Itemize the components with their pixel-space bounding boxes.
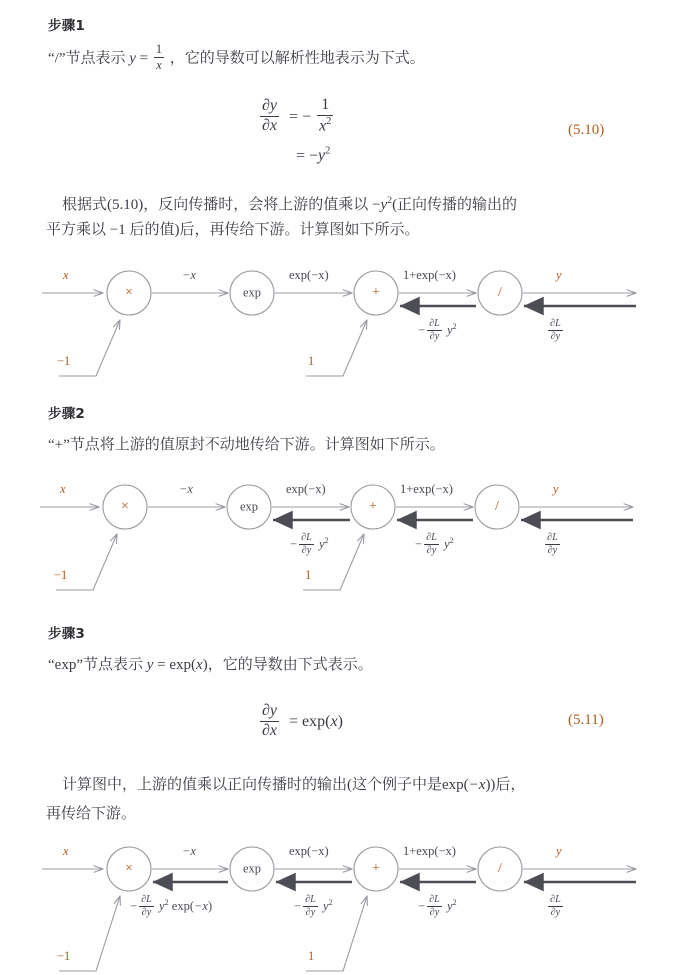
math-dL-dy: $\frac{\partial L}{\partial y}$: [141, 894, 152, 919]
backward-label-plus-to-exp: − $\frac{\partial L}{\partial y}$ $y^2$: [290, 532, 329, 557]
text-fragment: 计算图中，上游的值乘以正向传播时的输出(这个例子中是exp(: [62, 777, 469, 793]
node-mul-label: ×: [125, 285, 133, 300]
node-exp-label: exp: [242, 285, 262, 300]
math-dL-dy-3: $\frac{\partial L}{\partial y}$: [429, 894, 440, 919]
math-eq: = exp(: [153, 657, 197, 673]
backward-label-exp-to-mul: − $\frac{\partial L}{\partial y}$ $y^2$ exp(−x): [130, 894, 213, 919]
node-exp-label: exp: [242, 861, 262, 876]
text-fragment: ))后，: [485, 777, 526, 793]
text-fragment: 平方乘以 −1 后的值)后，再传给下游。计算图如下所示。: [46, 222, 420, 238]
graph-3-canvas: [0, 828, 674, 975]
edge-label-x: x: [63, 844, 69, 858]
backward-label-plus-to-exp: − $\frac{\partial L}{\partial y}$ $y^2$: [294, 894, 333, 919]
equation-line-1: [258, 96, 335, 136]
backward-label-input-to-div: [546, 318, 565, 343]
text-fragment: “exp”节点表示: [48, 657, 147, 673]
edge-label-x: x: [63, 268, 69, 282]
edge-label-exp-neg-x: exp(−x): [289, 268, 329, 282]
node-plus-label: +: [372, 285, 380, 300]
edge-label-y: y: [556, 268, 562, 282]
backward-label-div-to-plus: − $\frac{\partial L}{\partial y}$ $y^2$: [418, 894, 457, 919]
branch-label-one: 1: [308, 949, 315, 963]
math-y: y: [129, 50, 136, 67]
node-div-label: /: [495, 499, 499, 514]
math-y: y: [146, 657, 154, 673]
text-fragment: ，它的导数可以解析性地表示为下式。: [166, 50, 425, 67]
math-frac-one-over-x: $\frac{1}{x}$: [155, 42, 163, 72]
edge-label-one-plus-exp: 1+exp(−x): [400, 482, 453, 496]
edge-label-one-plus-exp: 1+exp(−x): [403, 844, 456, 858]
graph-1-canvas: [0, 258, 674, 380]
backward-label-div-to-plus: − $\frac{\partial L}{\partial y}$ $y^2$: [418, 318, 457, 343]
text-fragment: “+”节点将上游的值原封不动地传给下游。计算图如下所示。: [48, 437, 445, 453]
edge-label-y: y: [553, 482, 559, 496]
edge-label-exp-neg-x: exp(−x): [286, 482, 326, 496]
node-mul-label: ×: [125, 861, 133, 876]
edge-label-exp-neg-x: exp(−x): [289, 844, 329, 858]
equation-number-5-10: (5.10): [568, 122, 605, 138]
edge-label-one-plus-exp: 1+exp(−x): [403, 268, 456, 282]
computational-graph-1: [0, 258, 674, 380]
paragraph-step3-intro: “exp”节点表示 y = exp(x)，它的导数由下式表示。: [48, 657, 373, 673]
math-equals-2: = −: [296, 147, 319, 165]
node-div-label: /: [498, 861, 502, 876]
node-div-label: /: [498, 285, 502, 300]
math-minus-y-squared: $y^2$: [318, 146, 331, 165]
paragraph-step3-body-line2: [46, 799, 136, 829]
branch-label-one: 1: [308, 354, 315, 368]
math-partial-y-partial-x-2: $\frac{\partial y}{\partial x}$: [262, 702, 278, 739]
equation-number-5-11: (5.11): [568, 712, 604, 728]
branch-label-neg-one: −1: [57, 949, 71, 963]
text-fragment: ，它的导数由下式表示。: [207, 657, 373, 673]
math-dL-dy-2: $\frac{\partial L}{\partial y}$: [305, 894, 316, 919]
backward-label-input-to-div: [546, 894, 565, 919]
computational-graph-2: [0, 472, 674, 594]
text-fragment: 再传给下游。: [46, 806, 137, 822]
equation-line-2: [296, 146, 330, 165]
paragraph-step2-intro: [48, 430, 445, 460]
text-fragment: “/”节点表示: [48, 50, 130, 67]
node-mul-label: ×: [121, 499, 129, 514]
math-dL-dy-4: $\frac{\partial L}{\partial y}$: [550, 894, 561, 919]
node-plus-label: +: [369, 499, 377, 514]
paragraph-step3-body-line1: 计算图中，上游的值乘以正向传播时的输出(这个例子中是exp(−x))后，: [62, 777, 526, 793]
edge-label-x: x: [60, 482, 66, 496]
edge-label-neg-x: −x: [182, 268, 196, 282]
math-partial-y-partial-x: $\frac{\partial y}{\partial x}$: [262, 97, 278, 135]
section-heading-step3: 步骤3: [48, 626, 85, 642]
node-exp-label: exp: [239, 499, 259, 514]
graph-2-canvas: [0, 472, 674, 594]
node-plus-label: +: [372, 861, 380, 876]
computational-graph-3: [0, 828, 674, 975]
branch-label-neg-one: −1: [57, 354, 71, 368]
backward-label-div-to-plus: − $\frac{\partial L}{\partial y}$ $y^2$: [415, 532, 454, 557]
text-fragment: 根据式(5.10)，反向传播时，会将上游的值乘以 −: [62, 197, 381, 213]
edge-label-neg-x: −x: [179, 482, 193, 496]
math-dL-dy-2: $\frac{\partial L}{\partial y}$: [550, 318, 561, 343]
math-y-sq-inline: $y^2$: [380, 195, 393, 213]
branch-label-neg-one: −1: [54, 568, 68, 582]
math-dL-dy-3: $\frac{\partial L}{\partial y}$: [547, 532, 558, 557]
math-dL-dy-2: $\frac{\partial L}{\partial y}$: [426, 532, 437, 557]
branch-edges: [59, 320, 367, 376]
paragraph-step1-intro: [48, 42, 425, 73]
branch-label-one: 1: [305, 568, 312, 582]
section-heading-step1: 步骤1: [48, 18, 85, 34]
math-one-over-x-squared: $\frac{1}{x^2}$: [319, 96, 332, 135]
text-fragment: (正向传播的输出的: [392, 197, 518, 213]
math-dL-dy: $\frac{\partial L}{\partial y}$: [429, 318, 440, 343]
backward-label-input-to-div: [543, 532, 562, 557]
equation-5-10: [0, 96, 674, 172]
section-heading-step2: 步骤2: [48, 406, 85, 422]
edge-label-y: y: [556, 844, 562, 858]
math-eq: =: [135, 50, 152, 67]
equation-5-11: [0, 702, 674, 750]
edge-label-neg-x: −x: [182, 844, 196, 858]
paragraph-step1-body-line2: [46, 215, 419, 245]
math-equals: = exp(: [285, 713, 331, 731]
math-dL-dy: $\frac{\partial L}{\partial y}$: [301, 532, 312, 557]
math-equals: = −: [285, 108, 312, 126]
equation-line-1: $\frac{\partial y}{\partial x}$ = exp(x): [262, 702, 343, 739]
